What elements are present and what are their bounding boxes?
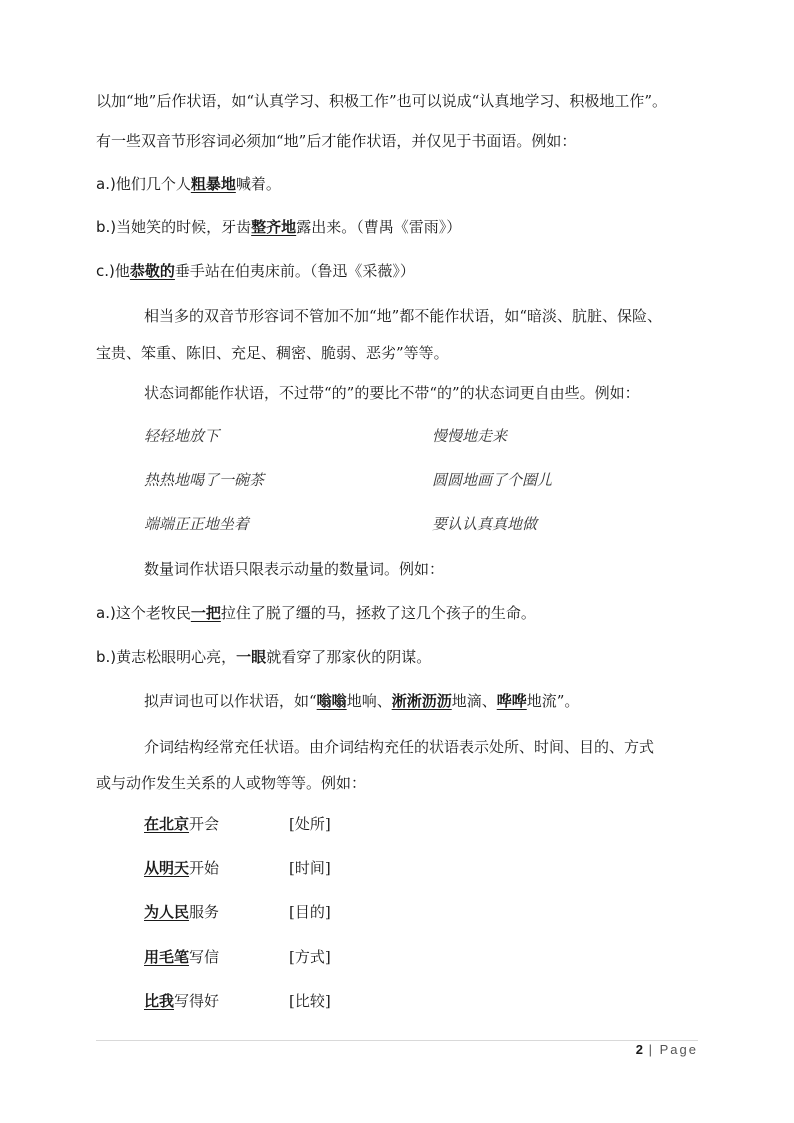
prep-example-4-tag: [方式] <box>289 948 331 966</box>
example-text: 当她笑的时候，牙齿 <box>116 218 252 236</box>
prep-phrase: 用毛笔 <box>144 948 190 966</box>
page-number: 2 <box>635 1042 644 1057</box>
example-prefix: a.) <box>96 175 116 193</box>
paragraph-4: 数量词作状语只限表示动量的数量词。例如： <box>144 560 445 578</box>
example-c-1 <box>96 260 698 282</box>
paragraph-6-line-2: 或与动作发生关系的人或物等等。例如： <box>96 774 367 792</box>
example-text: 就看穿了那家伙的阴谋。 <box>266 648 432 666</box>
example-text: 拉住了脱了缰的马，拯救了这几个孩子的生命。 <box>220 604 536 622</box>
example-a-1 <box>96 173 698 195</box>
example-text: 他 <box>114 262 130 280</box>
example-emphasis: 一眼 <box>236 648 267 666</box>
example-emphasis: 恭敬的 <box>129 262 175 280</box>
prep-verb: 开会 <box>189 815 220 833</box>
state-example-1-right: 慢慢地走来 <box>432 427 508 445</box>
example-text: 垂手站在伯夷床前。（鲁迅《采薇》） <box>174 262 415 280</box>
example-text: 露出来。（曹禺《雷雨》） <box>296 218 462 236</box>
state-example-3-left: 端端正正地坐着 <box>144 515 250 533</box>
example-a-2 <box>96 602 698 624</box>
paragraph-text: 地滴、 <box>451 692 497 710</box>
example-b-1 <box>96 216 698 238</box>
prep-phrase: 为人民 <box>144 903 190 921</box>
paragraph-2-line-1: 相当多的双音节形容词不管加不加“地”都不能作状语，如“暗淡、肮脏、保险、 <box>144 307 663 325</box>
prep-example-1-tag: [处所] <box>289 815 331 833</box>
page-label: Page <box>659 1042 698 1057</box>
state-example-1-left: 轻轻地放下 <box>144 427 220 445</box>
paragraph-1-line-2: 有一些双音节形容词必须加“地”后才能作状语，并仅见于书面语。例如： <box>96 132 577 150</box>
footer-divider <box>96 1040 698 1041</box>
prep-example-3 <box>144 901 698 923</box>
state-example-2-right: 圆圆地画了个圈儿 <box>432 471 553 489</box>
example-text: 这个老牧民 <box>115 604 191 622</box>
example-text: 他们几个人 <box>115 175 191 193</box>
onomatopoeia-2: 淅淅沥沥 <box>391 692 452 710</box>
example-emphasis: 整齐地 <box>251 218 297 236</box>
paragraph-text: 地流”。 <box>526 692 580 710</box>
example-prefix: b.) <box>96 218 117 236</box>
paragraph-1-line-1: 以加“地”后作状语，如“认真学习、积极工作”也可以说成“认真地学习、积极地工作”。 <box>96 92 668 110</box>
prep-phrase: 在北京 <box>144 815 190 833</box>
example-prefix: b.) <box>96 648 117 666</box>
prep-verb: 服务 <box>189 903 220 921</box>
example-emphasis: 粗暴地 <box>190 175 236 193</box>
prep-example-3-tag: [目的] <box>289 903 331 921</box>
prep-phrase: 比我 <box>144 992 175 1010</box>
prep-example-4 <box>144 946 698 968</box>
prep-example-2-tag: [时间] <box>289 859 331 877</box>
example-emphasis: 一把 <box>190 604 221 622</box>
paragraph-2-line-2: 宝贵、笨重、陈旧、充足、稠密、脆弱、恶劣”等等。 <box>96 344 449 362</box>
paragraph-3: 状态词都能作状语，不过带“的”的要比不带“的”的状态词更自由些。例如： <box>144 384 640 402</box>
example-prefix: c.) <box>96 262 115 280</box>
prep-example-2 <box>144 857 698 879</box>
example-text: 黄志松眼明心亮， <box>116 648 237 666</box>
prep-phrase: 从明天 <box>144 859 190 877</box>
example-prefix: a.) <box>96 604 116 622</box>
state-example-3-right: 要认认真真地做 <box>432 515 538 533</box>
prep-verb: 写信 <box>189 948 220 966</box>
onomatopoeia-3: 哗哗 <box>496 692 527 710</box>
paragraph-text: 拟声词也可以作状语，如“ <box>144 692 317 710</box>
example-b-2 <box>96 646 698 668</box>
prep-example-5-tag: [比较] <box>289 992 331 1010</box>
paragraph-5 <box>144 690 698 712</box>
prep-verb: 写得好 <box>174 992 220 1010</box>
onomatopoeia-1: 嗡嗡 <box>316 692 347 710</box>
prep-example-5 <box>144 990 698 1012</box>
example-text: 喊着。 <box>235 175 281 193</box>
prep-example-1 <box>144 813 698 835</box>
prep-verb: 开始 <box>189 859 220 877</box>
paragraph-text: 地响、 <box>346 692 392 710</box>
paragraph-6-line-1: 介词结构经常充任状语。由介词结构充任的状语表示处所、时间、目的、方式 <box>144 738 655 756</box>
state-example-2-left: 热热地喝了一碗茶 <box>144 471 265 489</box>
page-footer <box>636 1042 698 1057</box>
footer-separator: | <box>643 1042 660 1057</box>
